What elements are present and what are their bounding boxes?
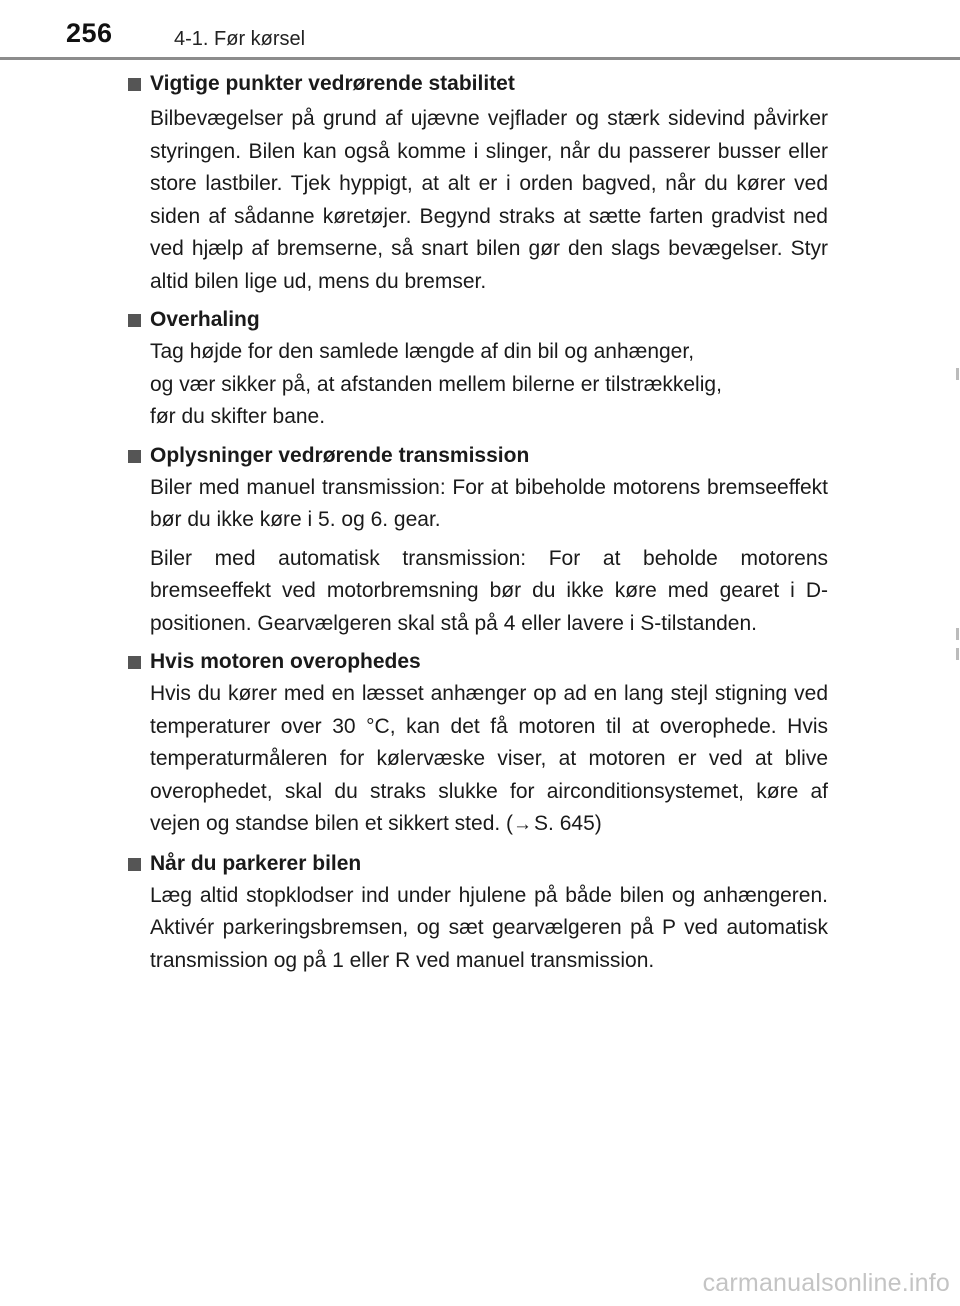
paragraph-line: Tag højde for den samlede længde af din bil og anhænger, [150,340,695,363]
paragraph-text: Hvis du kører med en læsset anhænger op ad en lang stejl stigning ved temperaturer over 30 °C, kan det få motoren til at overophede. Hvis temperaturmåleren for kølervæske viser, at motoren er ved at blive overophedet, skal du straks slukke for airconditionsystemet, køre af vejen og standse bilen et sikkert sted. ( [150,682,828,835]
square-bullet-icon [128,656,141,669]
paragraph: Bilbevægelser på grund af ujævne vejflader og stærk sidevind påvirker styringen. Bilen kan også komme i slinger, når du passerer busser eller store lastbiler. Tjek hyppigt, at alt er i orden bagved, når du kører ved siden af sådanne køretøjer. Begynd straks at sætte farten gradvist ned ved hjælp af bremserne, så snart bilen gør den slags bevægelser. Styr altid bilen lige ud, mens du bremser. [150,107,828,293]
section-overheating [128,646,828,842]
arrow-right-icon: → [513,814,533,835]
square-bullet-icon [128,78,141,91]
edge-tick [956,648,959,660]
page-reference-link[interactable]: S. 645 [534,812,595,835]
section-heading [128,68,828,100]
edge-tick [956,628,959,640]
section-heading-text: Hvis motoren overophedes [150,650,421,673]
section-overtaking [128,304,828,434]
section-heading [128,304,828,336]
paragraph: Biler med manuel transmission: For at bibeholde motorens bremseeffekt bør du ikke køre i 5. og 6. gear. [150,475,828,531]
square-bullet-icon [128,450,141,463]
paragraph: Læg altid stopklodser ind under hjulene på både bilen og anhængeren. Aktivér parkeringsbremsen, og sæt gearvælgeren på P ved automatisk transmission og på 1 eller R ved manuel transmission. [150,883,828,972]
section-heading-text: Overhaling [150,308,260,331]
page-header [0,0,960,60]
paragraph-line: og vær sikker på, at afstanden mellem bilerne er tilstrækkelig, [150,372,722,396]
chapter-title: 4-1. Før kørsel [174,28,306,50]
square-bullet-icon [128,858,141,871]
section-transmission [128,440,828,641]
paragraph [150,336,828,434]
section-heading [128,848,828,880]
section-stability [128,68,828,298]
section-heading [128,646,828,678]
page-content [128,68,828,977]
section-heading-text: Oplysninger vedrørende transmission [150,443,530,467]
paragraph-line: før du skifter bane. [150,405,326,428]
paragraph [150,678,828,842]
paragraph: Biler med automatisk transmission: For at beholde motorens bremseeffekt ved motorbremsning bør du ikke køre med gearet i D-positionen. Gearvælgeren skal stå på 4 eller lavere i S-tilstanden. [150,546,828,635]
section-heading-text: Når du parkerer bilen [150,851,362,875]
section-heading [128,440,828,472]
section-heading-text: Vigtige punkter vedrørende stabilitet [150,72,515,95]
page-number: 256 [66,18,113,48]
watermark: carmanualsonline.info [702,1269,950,1297]
edge-tick [956,368,959,380]
square-bullet-icon [128,314,141,327]
paragraph-text: ) [594,812,602,835]
header-divider [0,57,960,60]
section-parking [128,848,828,978]
